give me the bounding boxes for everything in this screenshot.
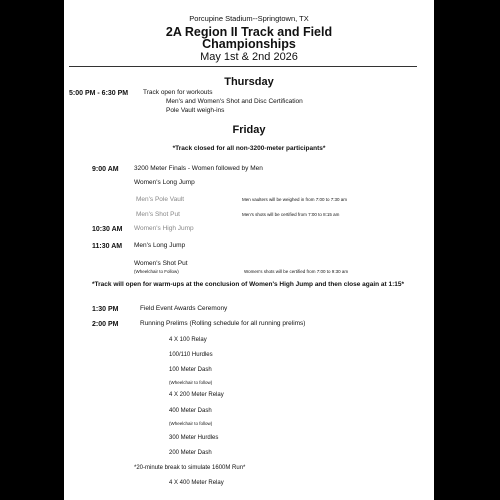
event-running-prelims: Running Prelims (Rolling schedule for all running prelims): [140, 320, 306, 327]
event-womens-long-jump: Women's Long Jump: [134, 179, 195, 186]
prelim-event: 200 Meter Dash: [169, 450, 212, 456]
venue-line: Porcupine Stadium--Springtown, TX: [189, 14, 309, 23]
prelim-event: 4 X 200 Meter Relay: [169, 392, 224, 398]
prelim-event: 400 Meter Dash: [169, 408, 212, 414]
break-note: *20-minute break to simulate 1600M Run*: [134, 465, 246, 471]
event-womens-shot-put: Women's Shot Put: [134, 260, 188, 267]
schedule-page: [64, 0, 434, 500]
time-1130am: 11:30 AM: [92, 243, 123, 250]
header-divider: [69, 66, 417, 67]
event-3200-finals: 3200 Meter Finals - Women followed by Men: [134, 165, 263, 172]
note-mens-shot-cert: Men's shots will be certified from 7:00 to 8:15 am: [242, 212, 340, 217]
friday-heading: Friday: [232, 124, 266, 136]
thursday-item: Men's and Women's Shot and Disc Certification: [166, 98, 303, 105]
event-awards-ceremony: Field Event Awards Ceremony: [140, 305, 228, 312]
event-mens-pole-vault: Men's Pole Vault: [136, 196, 185, 203]
wheelchair-follow-note: (Wheelchair to Follow): [134, 269, 179, 274]
warmup-note: *Track will open for warm-ups at the conclusion of Women's High Jump and then close again at 1:15*: [92, 281, 405, 288]
time-200pm: 2:00 PM: [92, 321, 119, 328]
thursday-heading: Thursday: [224, 76, 274, 88]
prelim-event: 300 Meter Hurdles: [169, 435, 219, 441]
track-closed-note: *Track closed for all non-3200-meter participants*: [172, 145, 326, 152]
time-1030am: 10:30 AM: [92, 226, 123, 233]
title-line-2: Championships: [202, 37, 296, 51]
time-130pm: 1:30 PM: [92, 306, 119, 313]
prelim-event: 100 Meter Dash: [169, 367, 212, 373]
thursday-item: Track open for workouts: [143, 89, 213, 96]
final-event: 4 X 400 Meter Relay: [169, 480, 224, 486]
event-dates: May 1st & 2nd 2026: [200, 51, 298, 63]
prelim-event: 100/110 Hurdles: [169, 352, 213, 358]
title-line-1: 2A Region II Track and Field: [165, 25, 333, 39]
time-9am: 9:00 AM: [92, 166, 119, 173]
note-womens-shot-cert: Women's shots will be certified from 7:00 to 9:30 am: [244, 269, 349, 274]
prelim-wheelchair-note: (Wheelchair to follow): [169, 380, 213, 385]
thursday-item: Pole Vault weigh-ins: [166, 107, 225, 114]
prelim-event: 4 X 100 Relay: [169, 337, 207, 343]
thursday-time: 5:00 PM - 6:30 PM: [69, 90, 129, 97]
prelim-wheelchair-note: (Wheelchair to follow): [169, 421, 213, 426]
event-mens-long-jump: Men's Long Jump: [134, 242, 186, 249]
event-mens-shot-put: Men's Shot Put: [136, 211, 180, 218]
event-womens-high-jump: Women's High Jump: [134, 225, 194, 232]
note-pole-vault-weigh-in: Men vaulters will be weighed in from 7:00 to 7:30 am: [242, 197, 348, 202]
